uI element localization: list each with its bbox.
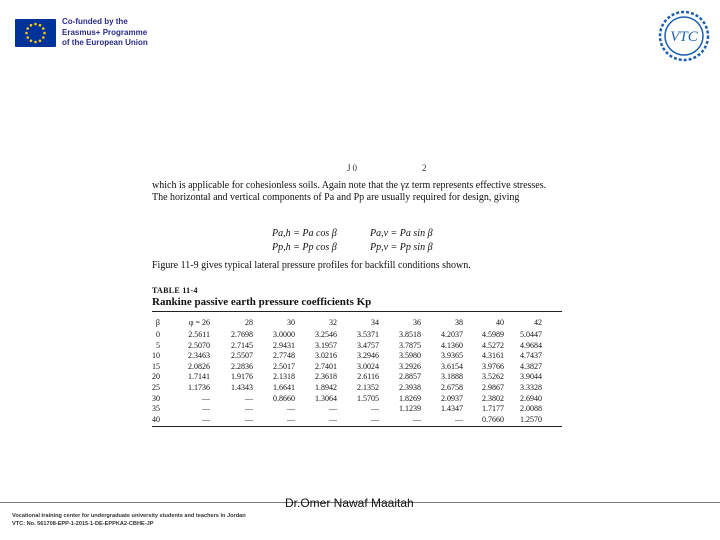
- table-row: [152, 383, 562, 393]
- footer-line: VTC: No. 561708-EPP-1-2015-1-DE-EPPKA2-CBHE-JP: [12, 521, 154, 527]
- table-header-cell: φ = 26: [188, 318, 210, 327]
- table-cell: 4.9684: [520, 340, 542, 350]
- table-cell: 2.9867: [482, 383, 504, 392]
- eu-funding-text: [62, 17, 192, 49]
- table-cell: —: [202, 393, 210, 403]
- table-cell: —: [245, 414, 253, 424]
- vtc-logo-text: VTC: [670, 29, 698, 45]
- table-cell: 3.0216: [315, 351, 337, 361]
- table-cell: 1.1239: [399, 404, 421, 414]
- table-cell: —: [329, 404, 337, 414]
- table-cell: 0: [156, 330, 160, 339]
- table-cell: 3.4757: [357, 340, 379, 350]
- table-cell: 1.8269: [399, 393, 421, 403]
- table-cell: 2.3463: [188, 351, 210, 361]
- table-cell: 2.0088: [520, 404, 542, 414]
- equation-row: [272, 242, 433, 253]
- table-cell: 2.0826: [188, 361, 210, 371]
- eu-line: Erasmus+ Programme: [62, 27, 148, 37]
- table-header-cell: 36: [413, 318, 421, 327]
- table-cell: 1.3064: [315, 393, 337, 403]
- eu-line: Co-funded by the: [62, 17, 128, 26]
- table-cell: 1.9176: [231, 372, 253, 382]
- table-cell: 3.2546: [315, 330, 337, 339]
- table-cell: 1.4343: [231, 383, 253, 392]
- table-cell: 1.8942: [315, 383, 337, 392]
- table-header-cell: 32: [329, 318, 337, 327]
- paragraph: which is applicable for cohesionless soils. Again note that the γz term represents effective stresses. The horizontal and vertical components of Pa and Pp are usually required for design, giving: [152, 180, 547, 203]
- fragment: J0: [347, 163, 360, 173]
- table-cell: —: [245, 404, 253, 414]
- fragment: 2: [422, 163, 429, 173]
- vtc-logo-icon: [658, 10, 710, 62]
- table-cell: 2.6940: [520, 393, 542, 403]
- table-cell: 30: [152, 393, 160, 403]
- table-header-row: [152, 318, 562, 328]
- table-cell: 3.9766: [482, 361, 504, 371]
- table-cell: 2.7698: [231, 330, 253, 339]
- author-name: Dr.Omer Nawaf Maaitah: [285, 496, 414, 510]
- table-cell: 4.1360: [441, 340, 463, 350]
- table-cell: 3.2926: [399, 361, 421, 371]
- table-cell: 5: [156, 340, 160, 350]
- table-header-cell: 40: [496, 318, 504, 327]
- table-cell: 4.5989: [482, 330, 504, 339]
- table-cell: 0.7660: [482, 414, 504, 424]
- table-cell: 3.3328: [520, 383, 542, 392]
- table-cell: —: [329, 414, 337, 424]
- table-cell: 2.7748: [273, 351, 295, 361]
- table-cell: 2.5611: [188, 330, 210, 339]
- table-cell: 2.2836: [231, 361, 253, 371]
- table-cell: 3.5980: [399, 351, 421, 361]
- table-cell: 1.7177: [482, 404, 504, 414]
- table-cell: 3.7875: [399, 340, 421, 350]
- table-label: TABLE 11-4: [152, 286, 198, 295]
- table-header-cell: 34: [371, 318, 379, 327]
- table-cell: —: [287, 404, 295, 414]
- table-cell: 3.1888: [441, 372, 463, 382]
- table-cell: 2.0937: [441, 393, 463, 403]
- table-cell: 2.3802: [482, 393, 504, 403]
- table-cell: —: [287, 414, 295, 424]
- table-cell: 2.6116: [357, 372, 379, 382]
- table-cell: 3.1957: [315, 340, 337, 350]
- table-cell: 3.5262: [482, 372, 504, 382]
- equation: Pp,h = Pp cos β: [272, 242, 337, 253]
- table-top-rule: [152, 311, 562, 312]
- table-cell: 1.1736: [188, 383, 210, 392]
- table-cell: 15: [152, 361, 160, 371]
- eu-line: of the European Union: [62, 38, 148, 47]
- table-cell: —: [371, 414, 379, 424]
- table-cell: —: [455, 414, 463, 424]
- table-cell: 3.9044: [520, 372, 542, 382]
- table-cell: 1.2570: [520, 414, 542, 424]
- table-row: [152, 330, 562, 340]
- table-header-cell: 38: [455, 318, 463, 327]
- equation: Pp,v = Pp sin β: [370, 242, 433, 253]
- table-cell: 2.7145: [231, 340, 253, 350]
- table-cell: 3.6154: [441, 361, 463, 371]
- table-row: [152, 404, 562, 414]
- eu-flag-icon: [15, 19, 56, 47]
- table-cell: 2.3618: [315, 372, 337, 382]
- table-cell: 1.5705: [357, 393, 379, 403]
- table-header-cell: 42: [534, 318, 542, 327]
- footer-line: Vocational training center for undergraduate university students and teachers in Jordan: [12, 513, 246, 519]
- table-cell: —: [245, 393, 253, 403]
- table-cell: 4.2037: [441, 330, 463, 339]
- table-cell: 1.7141: [188, 372, 210, 382]
- table-row: [152, 415, 562, 425]
- table-cell: 2.5507: [231, 351, 253, 361]
- table-row: [152, 372, 562, 382]
- table-cell: 2.8857: [399, 372, 421, 382]
- eu-stars: [15, 19, 56, 47]
- table-cell: 3.8518: [399, 330, 421, 339]
- table-cell: 3.0024: [357, 361, 379, 371]
- table-cell: 3.2946: [357, 351, 379, 361]
- table-cell: —: [413, 414, 421, 424]
- table-cell: 1.6641: [273, 383, 295, 392]
- table-cell: 3.5371: [357, 330, 379, 339]
- table-cell: 4.3827: [520, 361, 542, 371]
- table-cell: 0.8660: [273, 393, 295, 403]
- table-cell: 2.1352: [357, 383, 379, 392]
- table-cell: 4.3161: [482, 351, 504, 361]
- table-cell: 5.0447: [520, 330, 542, 339]
- table-cell: 20: [152, 372, 160, 382]
- cutoff-equation-fragment: [252, 160, 522, 174]
- table-cell: 2.3938: [399, 383, 421, 392]
- table-title: Rankine passive earth pressure coefficients Kp: [152, 296, 372, 308]
- table-cell: —: [371, 404, 379, 414]
- table-cell: 3.9365: [441, 351, 463, 361]
- table-bottom-rule: [152, 426, 562, 427]
- equation: Pa,v = Pa sin β: [370, 228, 433, 239]
- table-header-cell: 28: [245, 318, 253, 327]
- equation: Pa,h = Pa cos β: [272, 228, 337, 239]
- table-row: [152, 341, 562, 351]
- table-cell: —: [202, 414, 210, 424]
- table-cell: 1.4347: [441, 404, 463, 414]
- table-cell: 2.9431: [273, 340, 295, 350]
- table-cell: 40: [152, 414, 160, 424]
- table-cell: 2.6758: [441, 383, 463, 392]
- table-cell: 2.7401: [315, 361, 337, 371]
- table-cell: 4.7437: [520, 351, 542, 361]
- table-cell: 2.5070: [188, 340, 210, 350]
- table-cell: 2.1318: [273, 372, 295, 382]
- figure-note: Figure 11-9 gives typical lateral pressure profiles for backfill conditions shown.: [152, 260, 471, 271]
- table-header-cell: 30: [287, 318, 295, 327]
- table-cell: 10: [152, 351, 160, 361]
- footer-credits: [12, 512, 246, 528]
- table-cell: 2.5017: [273, 361, 295, 371]
- table-cell: 3.0000: [273, 330, 295, 339]
- table-cell: —: [202, 404, 210, 414]
- table-cell: 35: [152, 404, 160, 414]
- table-cell: 4.5272: [482, 340, 504, 350]
- table-header-cell: β: [155, 318, 160, 327]
- equation-row: [272, 228, 433, 239]
- table-cell: 25: [152, 383, 160, 392]
- table-row: [152, 351, 562, 361]
- table-row: [152, 362, 562, 372]
- table-row: [152, 394, 562, 404]
